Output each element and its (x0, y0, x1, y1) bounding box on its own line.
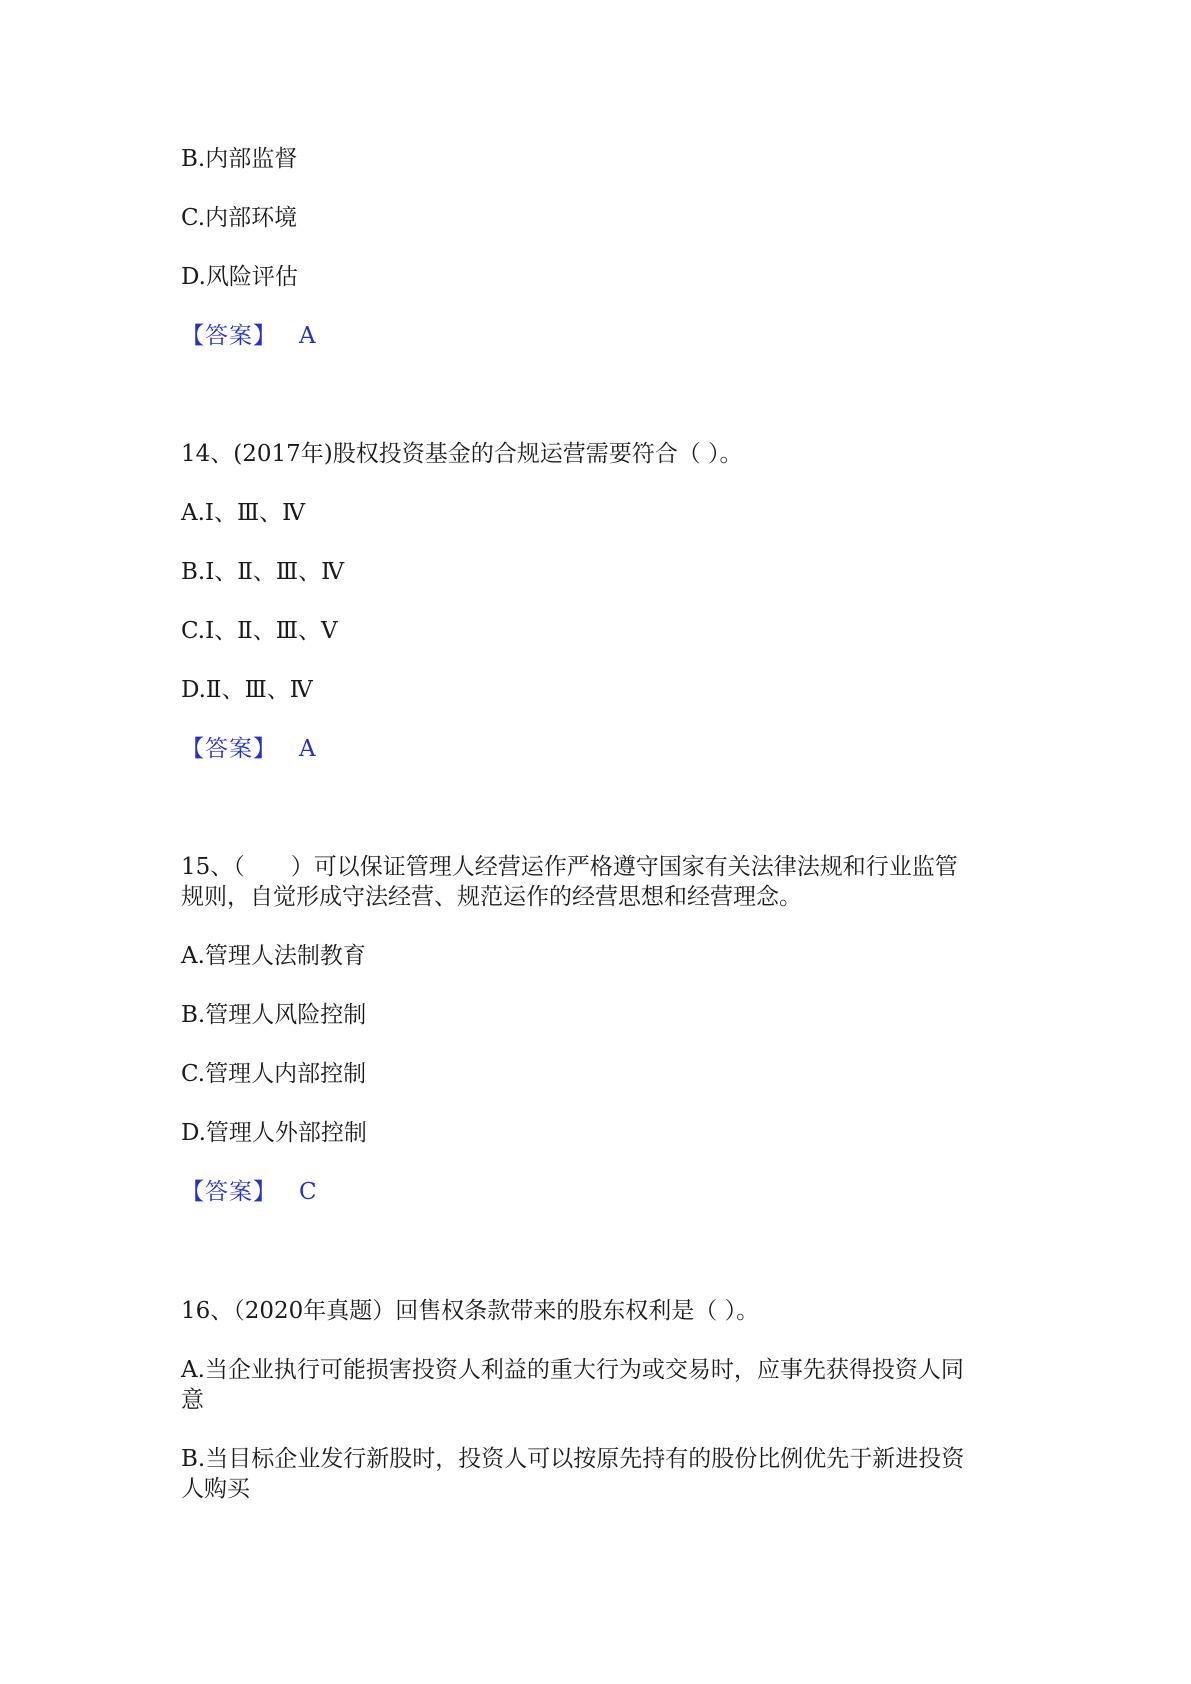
q16-question: 16、（2020年真题）回售权条款带来的股东权利是（ ）。 (181, 1298, 760, 1324)
q15-option-c: C.管理人内部控制 (181, 1061, 367, 1087)
q14-answer-value: A (299, 736, 316, 762)
q16-option-b-line1: B.当目标企业发行新股时，投资人可以按原先持有的股份比例优先于新进投资 (181, 1446, 965, 1472)
q14-option-d: D.Ⅱ、Ⅲ、Ⅳ (181, 677, 313, 703)
q14-option-c: C.Ⅰ、Ⅱ、Ⅲ、Ⅴ (181, 618, 338, 644)
q16-option-a-line2: 意 (181, 1387, 204, 1413)
q15-question-line2: 规则，自觉形成守法经营、规范运作的经营思想和经营理念。 (181, 884, 802, 910)
q14-answer (181, 733, 1011, 765)
q14-option-b: B.Ⅰ、Ⅱ、Ⅲ、Ⅳ (181, 559, 345, 585)
q14-answer-label: 【答案】 (181, 736, 277, 762)
q13-answer-value: A (299, 323, 316, 349)
q15-answer (181, 1176, 1011, 1208)
q16-option-b-line2: 人购买 (181, 1476, 250, 1502)
q13-option-b: B.内部监督 (181, 146, 298, 172)
q14-option-a: A.Ⅰ、Ⅲ、Ⅳ (181, 500, 306, 526)
q16-option-a-line1: A.当企业执行可能损害投资人利益的重大行为或交易时，应事先获得投资人同 (181, 1357, 964, 1383)
q15-option-d: D.管理人外部控制 (181, 1120, 367, 1146)
q13-option-d: D.风险评估 (181, 264, 298, 290)
q13-answer-label: 【答案】 (181, 323, 277, 349)
q15-answer-value: C (299, 1179, 317, 1205)
q13-answer (181, 320, 1011, 352)
q15-option-b: B.管理人风险控制 (181, 1002, 367, 1028)
q15-option-a: A.管理人法制教育 (181, 943, 366, 969)
q14-question: 14、(2017年)股权投资基金的合规运营需要符合（ ）。 (181, 441, 743, 467)
q15-answer-label: 【答案】 (181, 1179, 277, 1205)
q15-question-line1: 15、（ ）可以保证管理人经营运作严格遵守国家有关法律法规和行业监管 (181, 854, 958, 880)
q13-option-c: C.内部环境 (181, 205, 298, 231)
